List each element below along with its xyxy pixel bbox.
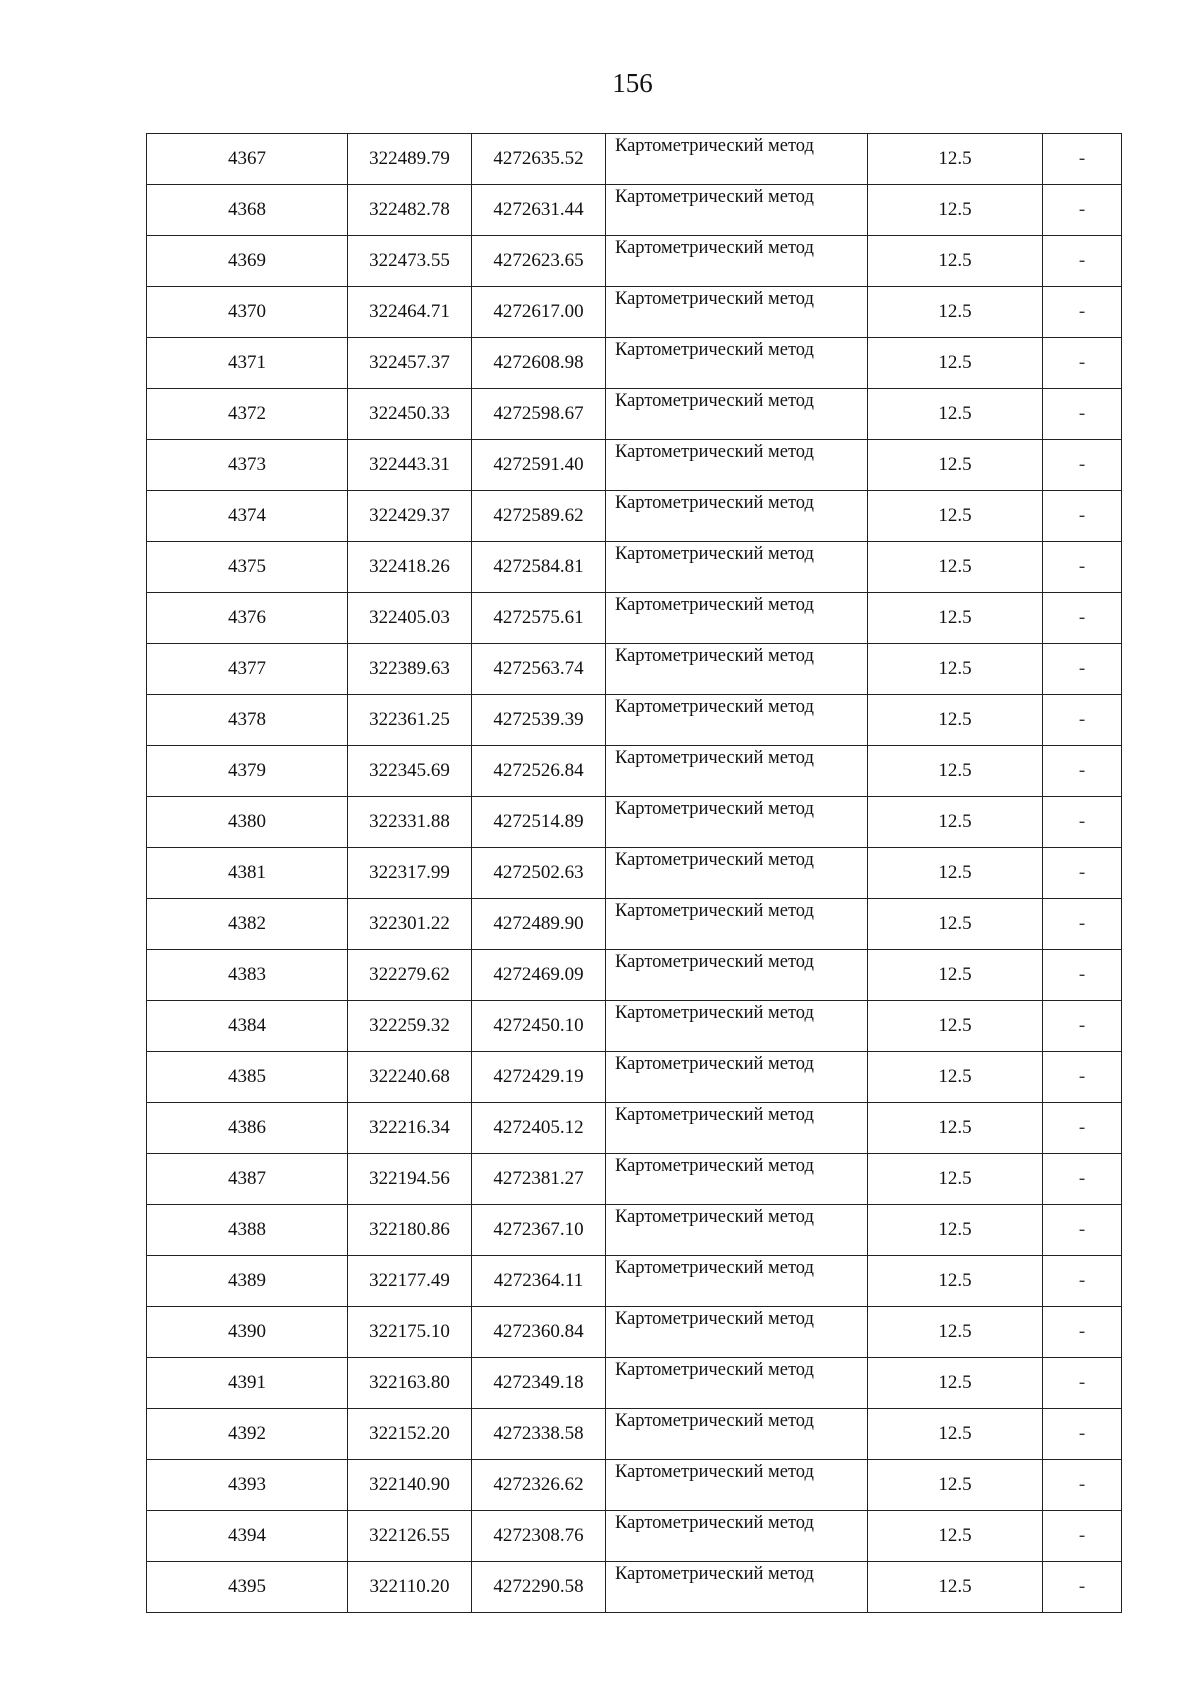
table-row	[147, 899, 1122, 950]
accuracy-cell: 12.5	[868, 185, 1043, 236]
note-cell: -	[1043, 1103, 1122, 1154]
method-cell: Картометрический метод	[606, 1256, 868, 1307]
method-cell: Картометрический метод	[606, 236, 868, 287]
note-cell: -	[1043, 797, 1122, 848]
x-coordinate-cell: 322457.37	[348, 338, 472, 389]
table-row	[147, 1001, 1122, 1052]
method-cell: Картометрический метод	[606, 1154, 868, 1205]
point-number-cell: 4370	[147, 287, 348, 338]
note-cell: -	[1043, 287, 1122, 338]
table-row	[147, 1562, 1122, 1613]
point-number-cell: 4394	[147, 1511, 348, 1562]
accuracy-cell: 12.5	[868, 287, 1043, 338]
y-coordinate-cell: 4272469.09	[472, 950, 606, 1001]
note-cell: -	[1043, 1307, 1122, 1358]
method-cell: Картометрический метод	[606, 644, 868, 695]
point-number-cell: 4385	[147, 1052, 348, 1103]
x-coordinate-cell: 322331.88	[348, 797, 472, 848]
accuracy-cell: 12.5	[868, 542, 1043, 593]
method-cell: Картометрический метод	[606, 1562, 868, 1613]
note-cell: -	[1043, 1562, 1122, 1613]
point-number-cell: 4369	[147, 236, 348, 287]
table-row	[147, 1205, 1122, 1256]
note-cell: -	[1043, 1460, 1122, 1511]
x-coordinate-cell: 322301.22	[348, 899, 472, 950]
accuracy-cell: 12.5	[868, 1154, 1043, 1205]
x-coordinate-cell: 322405.03	[348, 593, 472, 644]
note-cell: -	[1043, 389, 1122, 440]
y-coordinate-cell: 4272308.76	[472, 1511, 606, 1562]
table-row	[147, 287, 1122, 338]
y-coordinate-cell: 4272608.98	[472, 338, 606, 389]
method-cell: Картометрический метод	[606, 695, 868, 746]
method-cell: Картометрический метод	[606, 440, 868, 491]
note-cell: -	[1043, 593, 1122, 644]
y-coordinate-cell: 4272635.52	[472, 134, 606, 185]
x-coordinate-cell: 322389.63	[348, 644, 472, 695]
note-cell: -	[1043, 848, 1122, 899]
y-coordinate-cell: 4272349.18	[472, 1358, 606, 1409]
coordinates-table	[146, 133, 1122, 1613]
accuracy-cell: 12.5	[868, 1460, 1043, 1511]
note-cell: -	[1043, 338, 1122, 389]
y-coordinate-cell: 4272381.27	[472, 1154, 606, 1205]
y-coordinate-cell: 4272429.19	[472, 1052, 606, 1103]
table-row	[147, 542, 1122, 593]
x-coordinate-cell: 322345.69	[348, 746, 472, 797]
method-cell: Картометрический метод	[606, 491, 868, 542]
method-cell: Картометрический метод	[606, 389, 868, 440]
table-row	[147, 338, 1122, 389]
method-cell: Картометрический метод	[606, 287, 868, 338]
table-row	[147, 1103, 1122, 1154]
method-cell: Картометрический метод	[606, 1409, 868, 1460]
method-cell: Картометрический метод	[606, 848, 868, 899]
accuracy-cell: 12.5	[868, 1001, 1043, 1052]
accuracy-cell: 12.5	[868, 440, 1043, 491]
note-cell: -	[1043, 542, 1122, 593]
note-cell: -	[1043, 1001, 1122, 1052]
x-coordinate-cell: 322180.86	[348, 1205, 472, 1256]
method-cell: Картометрический метод	[606, 1460, 868, 1511]
method-cell: Картометрический метод	[606, 1001, 868, 1052]
accuracy-cell: 12.5	[868, 695, 1043, 746]
point-number-cell: 4387	[147, 1154, 348, 1205]
method-cell: Картометрический метод	[606, 950, 868, 1001]
accuracy-cell: 12.5	[868, 644, 1043, 695]
table-row	[147, 644, 1122, 695]
method-cell: Картометрический метод	[606, 797, 868, 848]
accuracy-cell: 12.5	[868, 1103, 1043, 1154]
point-number-cell: 4371	[147, 338, 348, 389]
note-cell: -	[1043, 491, 1122, 542]
table-row	[147, 848, 1122, 899]
point-number-cell: 4392	[147, 1409, 348, 1460]
method-cell: Картометрический метод	[606, 746, 868, 797]
table-row	[147, 1511, 1122, 1562]
accuracy-cell: 12.5	[868, 1205, 1043, 1256]
method-cell: Картометрический метод	[606, 1358, 868, 1409]
x-coordinate-cell: 322110.20	[348, 1562, 472, 1613]
x-coordinate-cell: 322240.68	[348, 1052, 472, 1103]
x-coordinate-cell: 322175.10	[348, 1307, 472, 1358]
table-row	[147, 1154, 1122, 1205]
x-coordinate-cell: 322450.33	[348, 389, 472, 440]
x-coordinate-cell: 322473.55	[348, 236, 472, 287]
y-coordinate-cell: 4272584.81	[472, 542, 606, 593]
point-number-cell: 4382	[147, 899, 348, 950]
point-number-cell: 4376	[147, 593, 348, 644]
y-coordinate-cell: 4272502.63	[472, 848, 606, 899]
note-cell: -	[1043, 899, 1122, 950]
table-row	[147, 1358, 1122, 1409]
x-coordinate-cell: 322126.55	[348, 1511, 472, 1562]
x-coordinate-cell: 322163.80	[348, 1358, 472, 1409]
table-row	[147, 797, 1122, 848]
x-coordinate-cell: 322194.56	[348, 1154, 472, 1205]
y-coordinate-cell: 4272617.00	[472, 287, 606, 338]
x-coordinate-cell: 322429.37	[348, 491, 472, 542]
y-coordinate-cell: 4272526.84	[472, 746, 606, 797]
table-row	[147, 491, 1122, 542]
x-coordinate-cell: 322140.90	[348, 1460, 472, 1511]
accuracy-cell: 12.5	[868, 1307, 1043, 1358]
method-cell: Картометрический метод	[606, 338, 868, 389]
table-row	[147, 1307, 1122, 1358]
point-number-cell: 4383	[147, 950, 348, 1001]
note-cell: -	[1043, 950, 1122, 1001]
table-row	[147, 746, 1122, 797]
coordinates-table-body	[147, 134, 1122, 1613]
point-number-cell: 4367	[147, 134, 348, 185]
note-cell: -	[1043, 746, 1122, 797]
y-coordinate-cell: 4272623.65	[472, 236, 606, 287]
point-number-cell: 4381	[147, 848, 348, 899]
table-row	[147, 1460, 1122, 1511]
x-coordinate-cell: 322482.78	[348, 185, 472, 236]
y-coordinate-cell: 4272326.62	[472, 1460, 606, 1511]
x-coordinate-cell: 322152.20	[348, 1409, 472, 1460]
y-coordinate-cell: 4272631.44	[472, 185, 606, 236]
note-cell: -	[1043, 644, 1122, 695]
accuracy-cell: 12.5	[868, 338, 1043, 389]
method-cell: Картометрический метод	[606, 134, 868, 185]
table-row	[147, 593, 1122, 644]
accuracy-cell: 12.5	[868, 848, 1043, 899]
note-cell: -	[1043, 695, 1122, 746]
x-coordinate-cell: 322464.71	[348, 287, 472, 338]
note-cell: -	[1043, 440, 1122, 491]
y-coordinate-cell: 4272450.10	[472, 1001, 606, 1052]
note-cell: -	[1043, 185, 1122, 236]
accuracy-cell: 12.5	[868, 389, 1043, 440]
accuracy-cell: 12.5	[868, 491, 1043, 542]
point-number-cell: 4373	[147, 440, 348, 491]
method-cell: Картометрический метод	[606, 899, 868, 950]
accuracy-cell: 12.5	[868, 1256, 1043, 1307]
note-cell: -	[1043, 134, 1122, 185]
point-number-cell: 4388	[147, 1205, 348, 1256]
method-cell: Картометрический метод	[606, 1307, 868, 1358]
accuracy-cell: 12.5	[868, 134, 1043, 185]
note-cell: -	[1043, 1154, 1122, 1205]
note-cell: -	[1043, 1409, 1122, 1460]
x-coordinate-cell: 322279.62	[348, 950, 472, 1001]
y-coordinate-cell: 4272575.61	[472, 593, 606, 644]
accuracy-cell: 12.5	[868, 1052, 1043, 1103]
point-number-cell: 4380	[147, 797, 348, 848]
method-cell: Картометрический метод	[606, 1052, 868, 1103]
y-coordinate-cell: 4272290.58	[472, 1562, 606, 1613]
x-coordinate-cell: 322489.79	[348, 134, 472, 185]
table-row	[147, 1409, 1122, 1460]
accuracy-cell: 12.5	[868, 593, 1043, 644]
note-cell: -	[1043, 1205, 1122, 1256]
table-row	[147, 695, 1122, 746]
point-number-cell: 4386	[147, 1103, 348, 1154]
point-number-cell: 4377	[147, 644, 348, 695]
table-row	[147, 440, 1122, 491]
note-cell: -	[1043, 236, 1122, 287]
method-cell: Картометрический метод	[606, 1103, 868, 1154]
y-coordinate-cell: 4272563.74	[472, 644, 606, 695]
note-cell: -	[1043, 1511, 1122, 1562]
table-row	[147, 389, 1122, 440]
table-row	[147, 1052, 1122, 1103]
point-number-cell: 4393	[147, 1460, 348, 1511]
x-coordinate-cell: 322317.99	[348, 848, 472, 899]
method-cell: Картометрический метод	[606, 1205, 868, 1256]
x-coordinate-cell: 322259.32	[348, 1001, 472, 1052]
point-number-cell: 4378	[147, 695, 348, 746]
note-cell: -	[1043, 1358, 1122, 1409]
y-coordinate-cell: 4272598.67	[472, 389, 606, 440]
table-row	[147, 1256, 1122, 1307]
table-row	[147, 236, 1122, 287]
accuracy-cell: 12.5	[868, 236, 1043, 287]
y-coordinate-cell: 4272405.12	[472, 1103, 606, 1154]
point-number-cell: 4379	[147, 746, 348, 797]
page-number: 156	[612, 68, 653, 98]
x-coordinate-cell: 322177.49	[348, 1256, 472, 1307]
y-coordinate-cell: 4272360.84	[472, 1307, 606, 1358]
accuracy-cell: 12.5	[868, 797, 1043, 848]
accuracy-cell: 12.5	[868, 1562, 1043, 1613]
method-cell: Картометрический метод	[606, 593, 868, 644]
table-row	[147, 185, 1122, 236]
point-number-cell: 4374	[147, 491, 348, 542]
accuracy-cell: 12.5	[868, 899, 1043, 950]
accuracy-cell: 12.5	[868, 950, 1043, 1001]
point-number-cell: 4390	[147, 1307, 348, 1358]
point-number-cell: 4395	[147, 1562, 348, 1613]
y-coordinate-cell: 4272514.89	[472, 797, 606, 848]
y-coordinate-cell: 4272539.39	[472, 695, 606, 746]
table-row	[147, 950, 1122, 1001]
table-row	[147, 134, 1122, 185]
point-number-cell: 4389	[147, 1256, 348, 1307]
point-number-cell: 4391	[147, 1358, 348, 1409]
accuracy-cell: 12.5	[868, 1511, 1043, 1562]
method-cell: Картометрический метод	[606, 185, 868, 236]
method-cell: Картометрический метод	[606, 1511, 868, 1562]
point-number-cell: 4368	[147, 185, 348, 236]
y-coordinate-cell: 4272367.10	[472, 1205, 606, 1256]
y-coordinate-cell: 4272489.90	[472, 899, 606, 950]
accuracy-cell: 12.5	[868, 1409, 1043, 1460]
y-coordinate-cell: 4272364.11	[472, 1256, 606, 1307]
point-number-cell: 4384	[147, 1001, 348, 1052]
point-number-cell: 4375	[147, 542, 348, 593]
y-coordinate-cell: 4272589.62	[472, 491, 606, 542]
x-coordinate-cell: 322443.31	[348, 440, 472, 491]
note-cell: -	[1043, 1052, 1122, 1103]
x-coordinate-cell: 322216.34	[348, 1103, 472, 1154]
point-number-cell: 4372	[147, 389, 348, 440]
accuracy-cell: 12.5	[868, 1358, 1043, 1409]
method-cell: Картометрический метод	[606, 542, 868, 593]
x-coordinate-cell: 322361.25	[348, 695, 472, 746]
y-coordinate-cell: 4272338.58	[472, 1409, 606, 1460]
x-coordinate-cell: 322418.26	[348, 542, 472, 593]
note-cell: -	[1043, 1256, 1122, 1307]
accuracy-cell: 12.5	[868, 746, 1043, 797]
y-coordinate-cell: 4272591.40	[472, 440, 606, 491]
